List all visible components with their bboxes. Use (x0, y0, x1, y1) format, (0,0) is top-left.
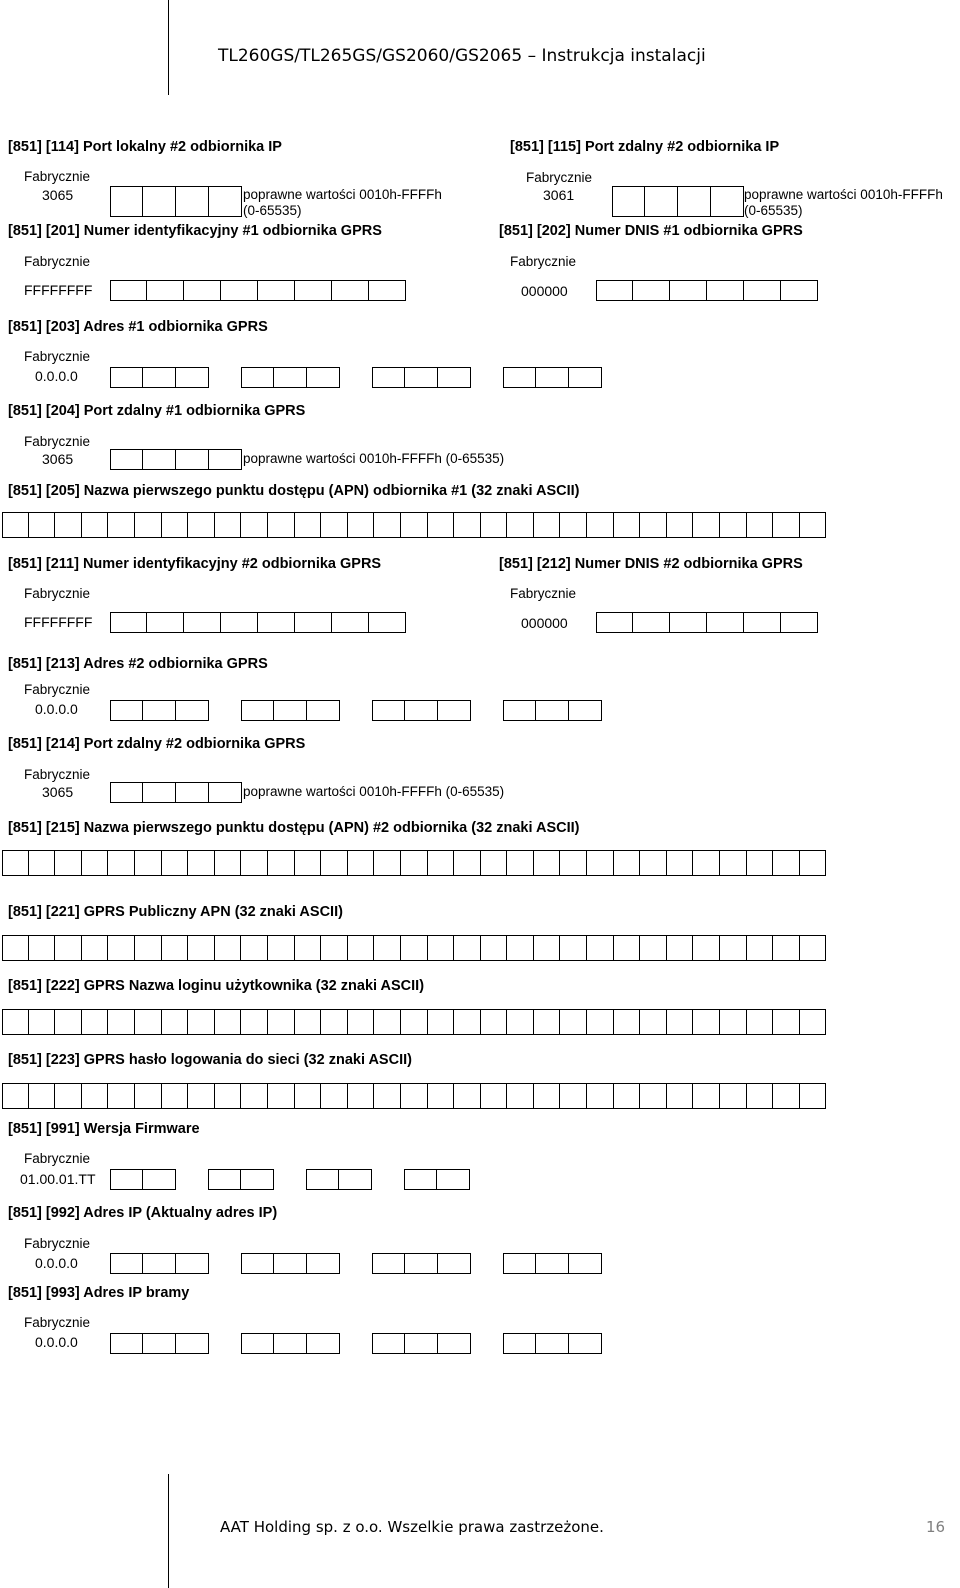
section-213-default: 0.0.0.0 (35, 701, 78, 717)
section-114-fields[interactable] (110, 186, 242, 217)
section-213-label: Fabrycznie (24, 682, 91, 697)
section-201-fields[interactable] (110, 280, 406, 301)
section-993-octet-2[interactable] (241, 1333, 340, 1354)
section-204-label: Fabrycznie (24, 434, 91, 449)
page-number: 16 (926, 1518, 946, 1536)
section-202-fields[interactable] (596, 280, 818, 301)
section-214-label: Fabrycznie (24, 767, 91, 782)
section-991-field-2[interactable] (208, 1169, 274, 1190)
section-211-label: Fabrycznie (24, 586, 91, 601)
section-202-default: 000000 (521, 283, 568, 299)
section-993-title: [851] [993] Adres IP bramy (8, 1285, 190, 1301)
section-991-field-1[interactable] (110, 1169, 176, 1190)
section-203-octet-3[interactable] (372, 367, 471, 388)
section-222-fields[interactable] (2, 1009, 826, 1030)
section-115-note-1: poprawne wartości 0010h-FFFFh (744, 187, 943, 202)
section-203-octet-2[interactable] (241, 367, 340, 388)
section-114-default: 3065 (42, 187, 74, 203)
section-114-title: [851] [114] Port lokalny #2 odbiornika IP (8, 139, 282, 155)
section-213-octet-2[interactable] (241, 700, 340, 721)
section-202-title: [851] [202] Numer DNIS #1 odbiornika GPRS (499, 223, 803, 239)
section-212-fields[interactable] (596, 612, 818, 633)
section-215-fields[interactable] (2, 850, 826, 871)
section-212-default: 000000 (521, 615, 568, 631)
section-203-label: Fabrycznie (24, 349, 91, 364)
section-223-title: [851] [223] GPRS hasło logowania do sieci (32 znaki ASCII) (8, 1052, 412, 1068)
section-222-title: [851] [222] GPRS Nazwa loginu użytkownika (32 znaki ASCII) (8, 978, 425, 994)
section-991-field-3[interactable] (306, 1169, 372, 1190)
section-991-title: [851] [991] Wersja Firmware (8, 1121, 200, 1137)
section-204-note: poprawne wartości 0010h-FFFFh (0-65535) (243, 451, 505, 466)
section-213-title: [851] [213] Adres #2 odbiornika GPRS (8, 656, 268, 672)
section-992-octet-2[interactable] (241, 1253, 340, 1274)
section-223-fields[interactable] (2, 1083, 826, 1104)
section-221-fields[interactable] (2, 935, 826, 956)
section-213-octet-4[interactable] (503, 700, 602, 721)
section-992-octet-1[interactable] (110, 1253, 209, 1274)
header-divider (168, 0, 169, 95)
header-title: TL260GS/TL265GS/GS2060/GS2065 – Instrukcja instalacji (218, 46, 706, 66)
section-205-fields[interactable] (2, 512, 826, 533)
section-215-title: [851] [215] Nazwa pierwszego punktu dostępu (APN) #2 odbiornika (32 znaki ASCII) (8, 820, 580, 836)
section-114-note-1: poprawne wartości 0010h-FFFFh (243, 187, 442, 202)
section-212-title: [851] [212] Numer DNIS #2 odbiornika GPRS (499, 556, 803, 572)
section-214-title: [851] [214] Port zdalny #2 odbiornika GPRS (8, 736, 306, 752)
section-115-label: Fabrycznie (526, 170, 593, 185)
section-204-title: [851] [204] Port zdalny #1 odbiornika GPRS (8, 403, 306, 419)
section-991-field-4[interactable] (404, 1169, 470, 1190)
section-993-label: Fabrycznie (24, 1315, 91, 1330)
section-203-octet-1[interactable] (110, 367, 209, 388)
section-201-default: FFFFFFFF (24, 282, 93, 298)
section-992-label: Fabrycznie (24, 1236, 91, 1251)
section-991-default: 01.00.01.TT (20, 1171, 96, 1187)
section-201-title: [851] [201] Numer identyfikacyjny #1 odbiornika GPRS (8, 223, 382, 239)
section-202-label: Fabrycznie (510, 254, 577, 269)
section-115-title: [851] [115] Port zdalny #2 odbiornika IP (510, 139, 780, 155)
footer-divider (168, 1474, 169, 1588)
section-992-octet-3[interactable] (372, 1253, 471, 1274)
section-115-default: 3061 (543, 187, 575, 203)
section-203-octet-4[interactable] (503, 367, 602, 388)
section-211-title: [851] [211] Numer identyfikacyjny #2 odbiornika GPRS (8, 556, 382, 572)
section-115-note-2: (0-65535) (744, 203, 803, 218)
section-993-octet-4[interactable] (503, 1333, 602, 1354)
section-993-default: 0.0.0.0 (35, 1334, 78, 1350)
section-212-label: Fabrycznie (510, 586, 577, 601)
section-204-default: 3065 (42, 451, 74, 467)
footer-copyright: AAT Holding sp. z o.o. Wszelkie prawa zastrzeżone. (220, 1518, 604, 1536)
section-214-note: poprawne wartości 0010h-FFFFh (0-65535) (243, 784, 505, 799)
section-115-fields[interactable] (612, 186, 744, 217)
section-992-default: 0.0.0.0 (35, 1255, 78, 1271)
section-203-title: [851] [203] Adres #1 odbiornika GPRS (8, 319, 268, 335)
section-114-note-2: (0-65535) (243, 203, 302, 218)
section-991-label: Fabrycznie (24, 1151, 91, 1166)
section-203-default: 0.0.0.0 (35, 368, 78, 384)
section-204-fields[interactable] (110, 449, 242, 470)
section-214-fields[interactable] (110, 782, 242, 803)
section-214-default: 3065 (42, 784, 74, 800)
section-114-label: Fabrycznie (24, 169, 91, 184)
section-205-title: [851] [205] Nazwa pierwszego punktu dostępu (APN) odbiornika #1 (32 znaki ASCII) (8, 483, 580, 499)
section-213-octet-1[interactable] (110, 700, 209, 721)
section-221-title: [851] [221] GPRS Publiczny APN (32 znaki ASCII) (8, 904, 343, 920)
section-213-octet-3[interactable] (372, 700, 471, 721)
section-201-label: Fabrycznie (24, 254, 91, 269)
section-211-default: FFFFFFFF (24, 614, 93, 630)
section-211-fields[interactable] (110, 612, 406, 633)
section-993-octet-1[interactable] (110, 1333, 209, 1354)
section-992-octet-4[interactable] (503, 1253, 602, 1274)
section-992-title: [851] [992] Adres IP (Aktualny adres IP) (8, 1205, 278, 1221)
section-993-octet-3[interactable] (372, 1333, 471, 1354)
